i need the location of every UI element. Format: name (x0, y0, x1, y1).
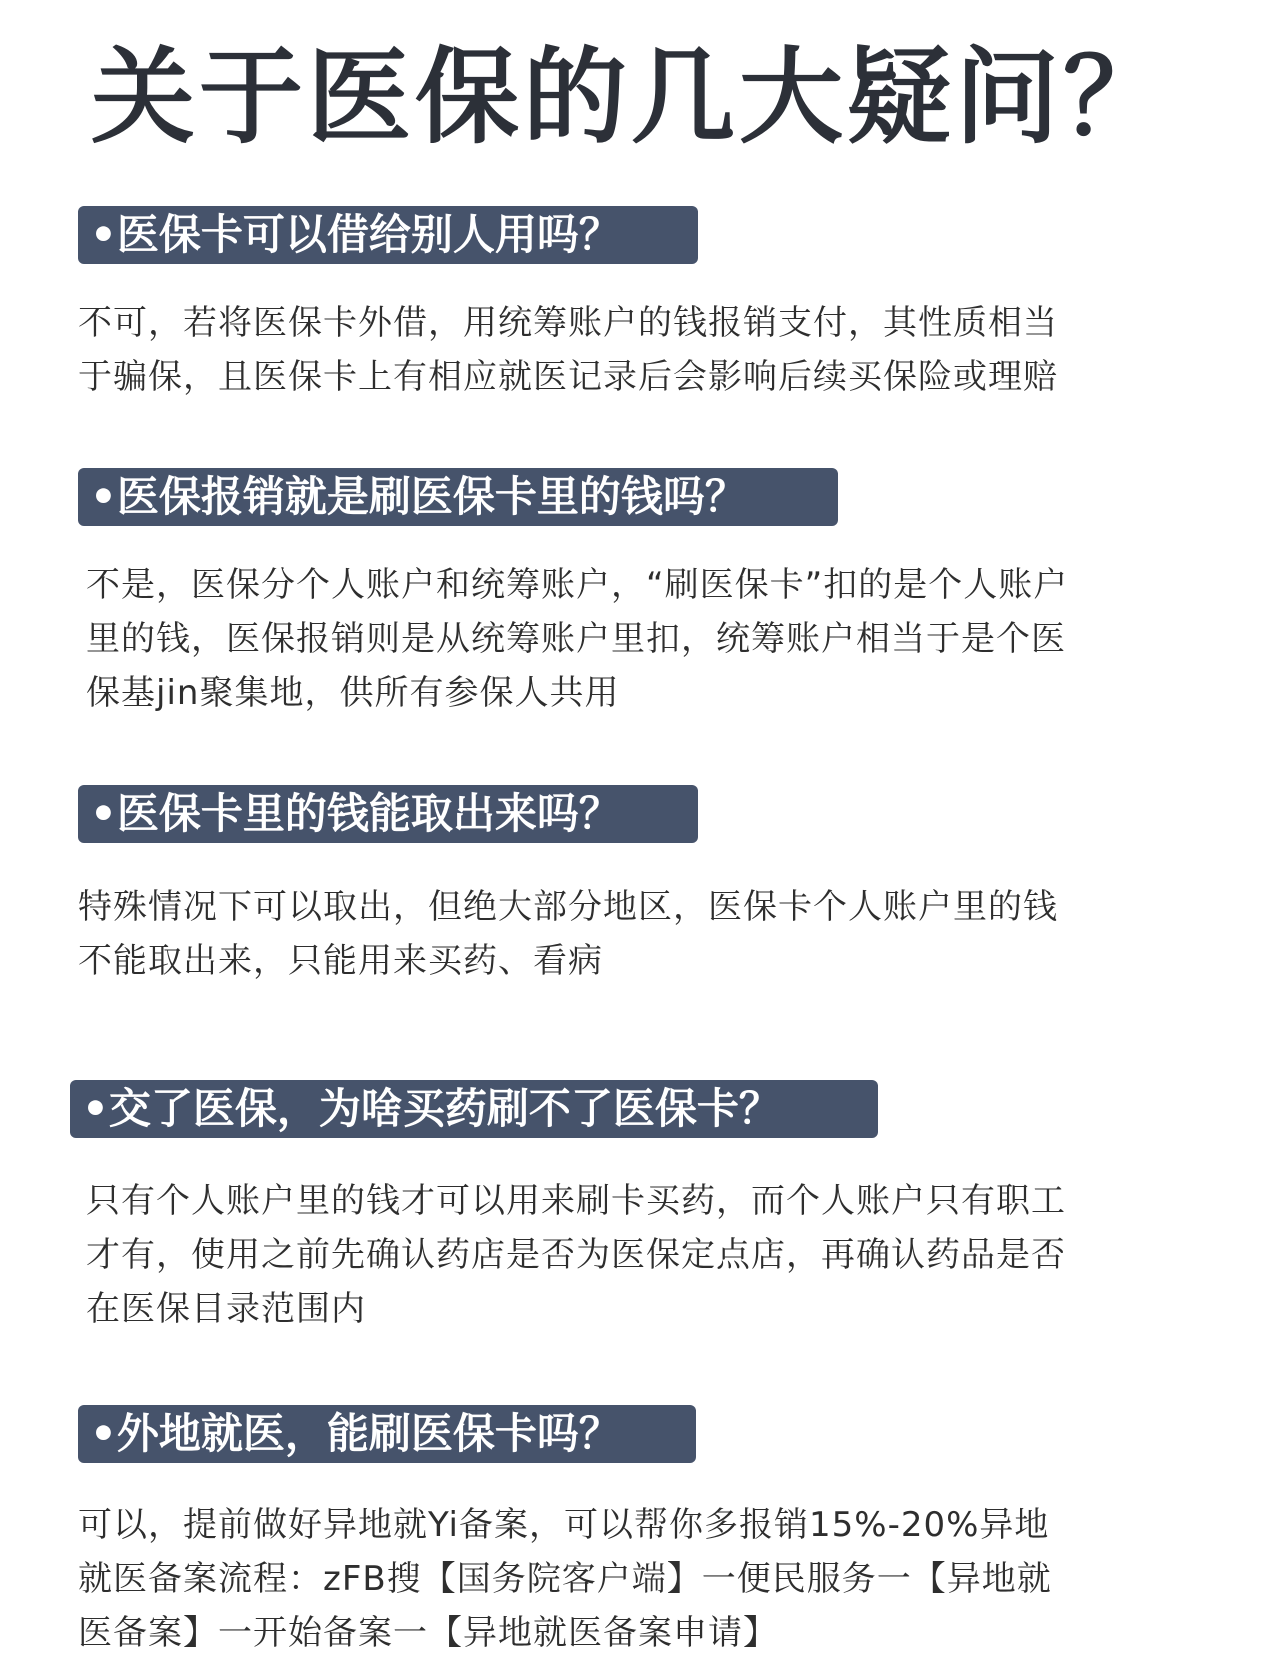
answer-text-1 (78, 296, 1058, 404)
answer-line: 在医保目录范围内 (86, 1289, 366, 1329)
answer-text-4 (86, 1174, 1066, 1336)
answer-line: 保基jin聚集地，供所有参保人共用 (86, 673, 620, 713)
question-heading-3: •医保卡里的钱能取出来吗？ (78, 785, 698, 843)
answer-line: 医备案】一开始备案一【异地就医备案申请】 (78, 1613, 778, 1653)
answer-line: 于骗保，且医保卡上有相应就医记录后会影响后续买保险或理赔 (78, 357, 1058, 397)
answer-line: 不是，医保分个人账户和统筹账户，“刷医保卡”扣的是个人账户 (86, 565, 1069, 605)
answer-line: 特殊情况下可以取出，但绝大部分地区，医保卡个人账户里的钱 (78, 887, 1058, 927)
answer-line: 里的钱，医保报销则是从统筹账户里扣，统筹账户相当于是个医 (86, 619, 1066, 659)
answer-text-2 (86, 558, 1068, 720)
answer-line: 不可，若将医保卡外借，用统筹账户的钱报销支付，其性质相当 (78, 303, 1058, 343)
answer-line: 只有个人账户里的钱才可以用来刷卡买药，而个人账户只有职工 (86, 1181, 1066, 1221)
answer-line: 不能取出来，只能用来买药、看病 (78, 941, 603, 981)
answer-line: 才有，使用之前先确认药店是否为医保定点店，再确认药品是否 (86, 1235, 1066, 1275)
answer-line: 就医备案流程：zFB搜【国务院客户端】一便民服务一【异地就 (78, 1559, 1052, 1599)
question-heading-5: •外地就医，能刷医保卡吗？ (78, 1405, 696, 1463)
answer-text-5 (78, 1498, 1052, 1660)
question-heading-4: •交了医保，为啥买药刷不了医保卡？ (70, 1080, 878, 1138)
answer-line: 可以，提前做好异地就Yi备案，可以帮你多报销15%-20%异地 (78, 1505, 1050, 1545)
question-heading-1: •医保卡可以借给别人用吗？ (78, 206, 698, 264)
page-title: 关于医保的几大疑问？ (90, 36, 1171, 158)
question-heading-2: •医保报销就是刷医保卡里的钱吗？ (78, 468, 838, 526)
answer-text-3 (78, 880, 1058, 988)
